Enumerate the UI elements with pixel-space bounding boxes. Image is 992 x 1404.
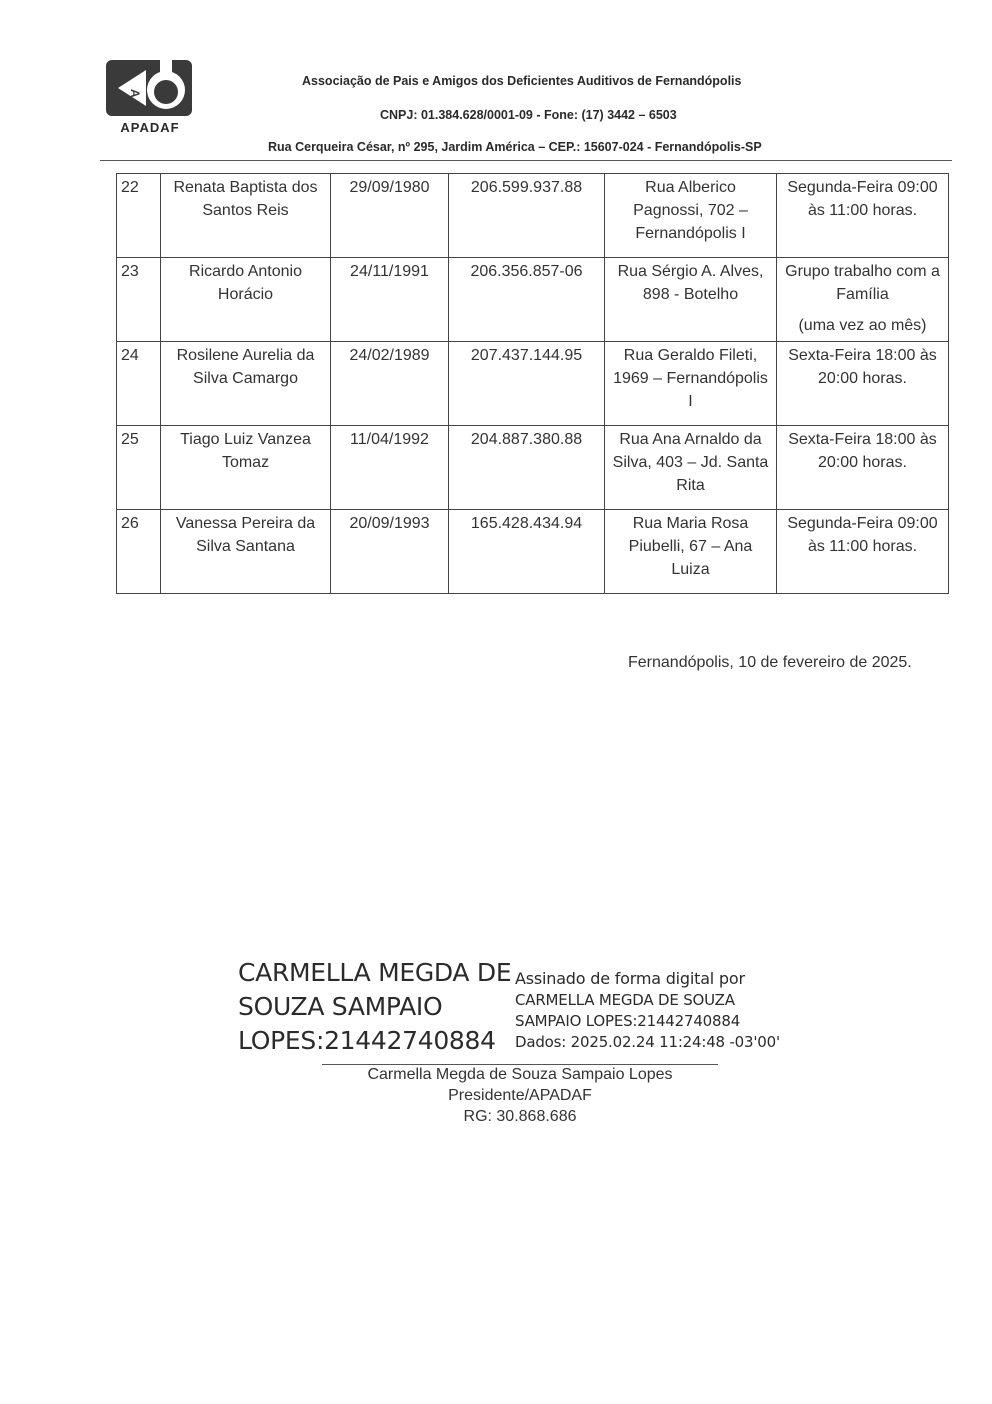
association-address: Rua Cerqueira César, nº 295, Jardim América – CEP.: 15607-024 - Fernandópolis-SP xyxy=(268,140,762,154)
schedule: Sexta-Feira 18:00 às 20:00 horas. xyxy=(788,347,937,387)
signature-note-line: CARMELLA MEGDA DE SOUZA xyxy=(515,991,735,1009)
document-number: 204.887.380.88 xyxy=(449,426,605,510)
birth-date: 24/02/1989 xyxy=(331,342,449,426)
logo-text: APADAF xyxy=(120,120,180,135)
schedule-cell xyxy=(777,258,949,342)
svg-text:A: A xyxy=(128,89,142,98)
schedule-cell xyxy=(777,510,949,594)
signature-name-line: CARMELLA MEGDA DE xyxy=(238,958,512,987)
table-row xyxy=(117,258,949,342)
digital-signature-name xyxy=(238,956,511,1058)
schedule: Sexta-Feira 18:00 às 20:00 horas. xyxy=(788,431,937,471)
member-name: Vanessa Pereira da Silva Santana xyxy=(161,510,331,594)
member-name: Ricardo Antonio Horácio xyxy=(161,258,331,342)
table-row xyxy=(117,510,949,594)
signature-note-heading: Assinado de forma digital por xyxy=(515,969,745,988)
member-name: Rosilene Aurelia da Silva Camargo xyxy=(161,342,331,426)
signature-note-line: Dados: 2025.02.24 11:24:48 -03'00' xyxy=(515,1033,780,1051)
signer-title: Presidente/APADAF xyxy=(448,1087,592,1104)
schedule-cell xyxy=(777,342,949,426)
schedule: Grupo trabalho com a Família xyxy=(785,263,940,303)
member-address: Rua Maria Rosa Piubelli, 67 – Ana Luiza xyxy=(605,510,777,594)
birth-date: 29/09/1980 xyxy=(331,174,449,258)
signer-name: Carmella Megda de Souza Sampaio Lopes xyxy=(367,1066,673,1083)
schedule: Segunda-Feira 09:00 às 11:00 horas. xyxy=(787,179,938,219)
signer-rg: RG: 30.868.686 xyxy=(463,1108,577,1125)
logo-ear-icon xyxy=(104,58,196,120)
cnpj-phone: CNPJ: 01.384.628/0001-09 - Fone: (17) 3442 – 6503 xyxy=(380,108,677,122)
header-divider xyxy=(100,160,952,161)
document-number: 206.599.937.88 xyxy=(449,174,605,258)
table-row xyxy=(117,174,949,258)
document-number: 165.428.434.94 xyxy=(449,510,605,594)
digital-signature-note xyxy=(515,968,780,1053)
schedule-note: (uma vez ao mês) xyxy=(798,317,927,334)
row-number: 22 xyxy=(117,174,161,258)
member-address: Rua Ana Arnaldo da Silva, 403 – Jd. Santa Rita xyxy=(605,426,777,510)
member-address: Rua Sérgio A. Alves, 898 - Botelho xyxy=(605,258,777,342)
member-address: Rua Geraldo Fileti, 1969 – Fernandópolis I xyxy=(605,342,777,426)
schedule: Segunda-Feira 09:00 às 11:00 horas. xyxy=(787,515,938,555)
document-number: 206.356.857-06 xyxy=(449,258,605,342)
apadaf-logo xyxy=(104,58,196,136)
schedule-cell xyxy=(777,174,949,258)
signature-name-line: SOUZA SAMPAIO xyxy=(238,992,443,1021)
row-number: 25 xyxy=(117,426,161,510)
place-and-date: Fernandópolis, 10 de fevereiro de 2025. xyxy=(628,654,912,671)
signature-name-line: LOPES:21442740884 xyxy=(238,1026,496,1055)
signature-note-line: SAMPAIO LOPES:21442740884 xyxy=(515,1012,741,1030)
member-name: Renata Baptista dos Santos Reis xyxy=(161,174,331,258)
document-number: 207.437.144.95 xyxy=(449,342,605,426)
birth-date: 24/11/1991 xyxy=(331,258,449,342)
schedule-cell xyxy=(777,426,949,510)
table-row xyxy=(117,342,949,426)
table-row xyxy=(117,426,949,510)
row-number: 23 xyxy=(117,258,161,342)
row-number: 26 xyxy=(117,510,161,594)
birth-date: 11/04/1992 xyxy=(331,426,449,510)
members-table xyxy=(116,173,949,594)
signer-block xyxy=(322,1064,718,1127)
association-name: Associação de Pais e Amigos dos Deficientes Auditivos de Fernandópolis xyxy=(302,74,742,88)
member-address: Rua Alberico Pagnossi, 702 – Fernandópolis I xyxy=(605,174,777,258)
member-name: Tiago Luiz Vanzea Tomaz xyxy=(161,426,331,510)
row-number: 24 xyxy=(117,342,161,426)
birth-date: 20/09/1993 xyxy=(331,510,449,594)
